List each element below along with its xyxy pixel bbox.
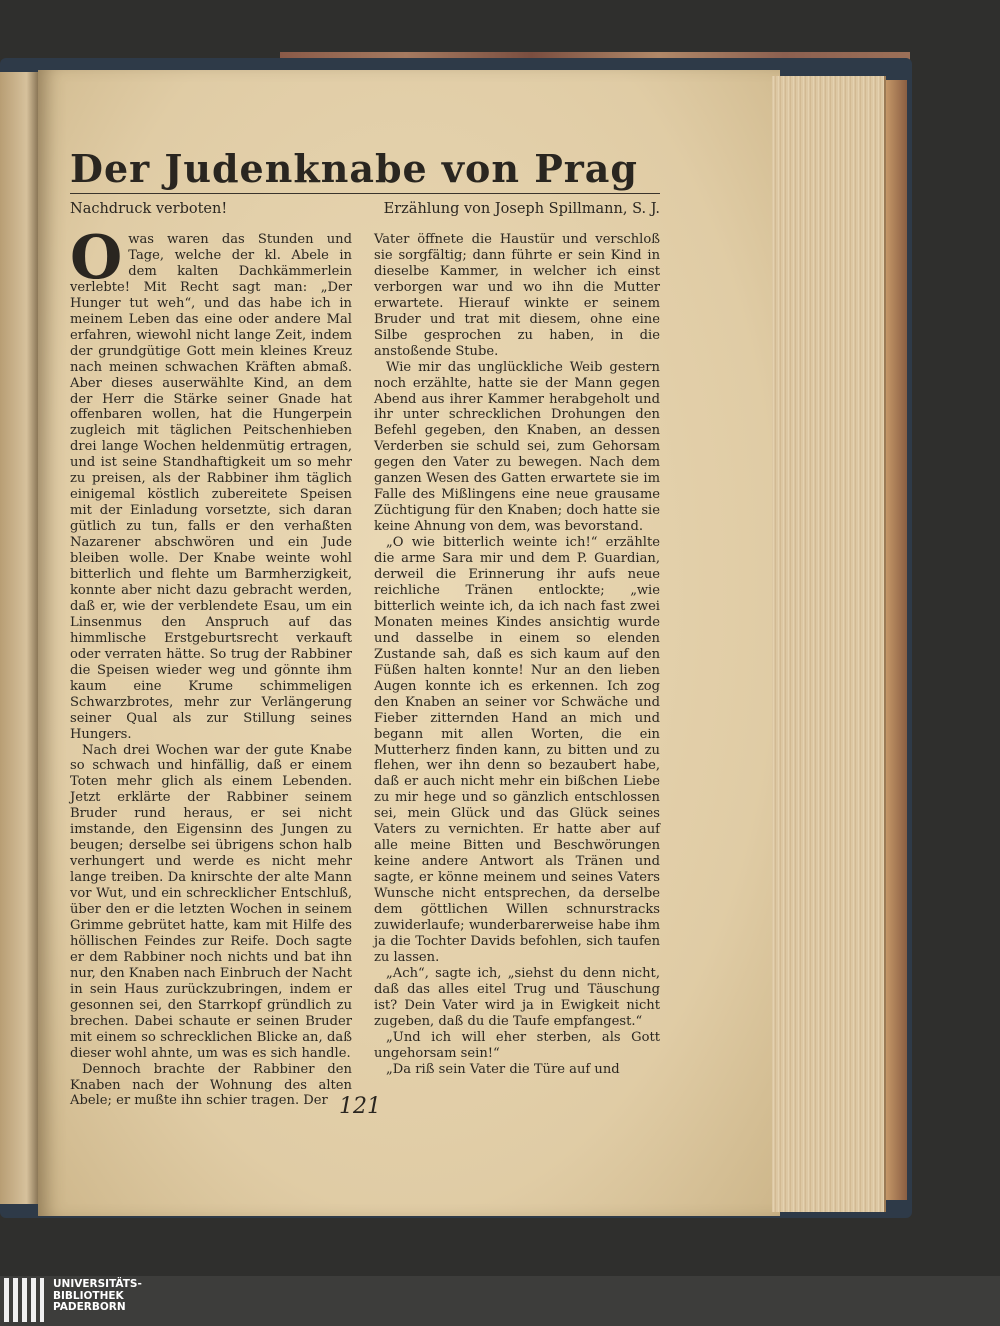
paragraph: „O wie bitterlich weinte ich!“ erzählte die arme Sara mir und dem P. Guardian, derweil die Erinnerung ihr aufs neue reichliche Tränen entlockte; „wie bitterlich weinte ich, da ich nach fast zwei Monaten meines Kindes ansichtig wurde und dasselbe in einem so elenden Zustande sah, daß es sich kaum auf den Füßen halten konnte! Nur an den lieben Augen konnte ich es erkennen. Ich zog den Knaben an seiner vor Schwäche und Fieber zitternden Hand an mich und begann mit allen Worten, die ein Mutterherz finden kann, zu bitten und zu flehen, wer ihn denn so bezaubert habe, daß er auch nicht mehr ein bißchen Liebe zu mir hege und so gänzlich entschlossen sei, mein Glück und das Glück seines Vaters zu vernichten. Er hatte aber auf alle meine Bitten und Beschwörungen keine andere Antwort als Tränen und sagte, er könne meinem und seines Vaters Wunsche nicht entsprechen, da derselbe dem göttlichen Willen schnurstracks zuwiderlaufe; wunderbarerweise habe ihm ja die Tochter Davids befohlen, sich taufen zu lassen. <box>374 535 660 965</box>
byline: Erzählung von Joseph Spillmann, S. J. <box>383 201 660 217</box>
footer-bar <box>0 1276 1000 1326</box>
paragraph <box>70 223 352 743</box>
article-title: Der Judenknabe von Prag <box>70 146 638 191</box>
logo-line: BIBLIOTHEK <box>53 1289 124 1302</box>
paragraph: Nach drei Wochen war der gute Knabe so schwach und hinfällig, daß er einem Toten mehr glich als einem Lebenden. Jetzt erklärte der Rabbiner seinem Bruder rund heraus, er sei nicht imstande, den Eigensinn des Jungen zu beugen; derselbe sei übrigens schon halb verhungert und werde es nicht mehr lange treiben. Da knirschte der alte Mann vor Wut, und ein schrecklicher Entschluß, über den er die letzten Wochen in seinem Grimme gebrütet hatte, kam mit Hilfe des höllischen Feindes zur Reife. Doch sagte er dem Rabbiner noch nichts und bat ihn nur, den Knaben nach Einbruch der Nacht in sein Haus zurückzubringen, indem er gesonnen sei, den Starrkopf gründlich zu brechen. Dabei schaute er seinen Bruder mit einem so schrecklichen Blicke an, daß dieser wohl ahnte, um was es sich handle. <box>70 742 352 1061</box>
text-column-right <box>374 232 660 1078</box>
title-rule <box>70 193 660 194</box>
page-number: 121 <box>339 1094 381 1119</box>
paragraph: „Und ich will eher sterben, als Gott ungehorsam sein!“ <box>374 1029 660 1061</box>
library-logo-icon <box>4 1278 50 1322</box>
logo-line: PADERBORN <box>53 1301 126 1313</box>
logo-line: UNIVERSITÄTS- <box>53 1278 142 1290</box>
left-page-edge <box>0 72 38 1204</box>
paragraph: Wie mir das unglückliche Weib gestern noch erzählte, hatte sie der Mann gegen Abend aus ihrer Kammer herabgeholt und ihr unter schrecklichen Drohungen den Befehl gegeben, den Knaben, an dessen Verderben sie schuld sei, zum Gehorsam gegen den Vater zu bewegen. Nach dem ganzen Wesen des Gatten erwartete sie im Falle des Mißlingens eine neue grausame Züchtigung für den Knaben; doch hatte sie keine Ahnung von dem, was bevorstand. <box>374 359 660 535</box>
cover-edge <box>885 80 907 1200</box>
paragraph: „Ach“, sagte ich, „siehst du denn nicht, daß das alles eitel Trug und Täuschung ist? Dein Vater wird ja in Ewigkeit nicht zugeben, daß du die Taufe empfangest.“ <box>374 965 660 1029</box>
drop-cap: O <box>70 223 123 293</box>
paragraph-text: was waren das Stunden und Tage, welche der kl. Abele in dem kalten Dachkämmerlein verlebte! Mit Recht sagt man: „Der Hunger tut weh“, und das habe ich in meinem Leben das eine oder andere Mal erfahren, wiewohl nicht lange Zeit, indem der grundgütige Gott mein kleines Kreuz nach meinen schwachen Kräften abmaß. Aber dieses auserwählte Kind, an dem der Herr die Stärke seiner Gnade hat offenbaren wollen, hat die Hungerpein zugleich mit täglichen Peitschenhieben drei lange Wochen heldenmütig ertragen, und ist seine Standhaftigkeit um so mehr zu preisen, als der Rabbiner ihm täglich einigemal köstlich zubereitete Speisen mit der Einladung vorsetzte, sich daran gütlich zu tun, falls er den verhaßten Nazarener abschwören und ein Jude bleiben wolle. Der Knabe weinte wohl bitterlich und flehte um Barmherzigkeit, konnte aber nicht dazu gebracht werden, daß er, wie der verblendete Esau, um ein Linsenmus den Anspruch auf das himmlische Erstgeburtsrecht verkauft oder verraten hätte. So trug der Rabbiner die Speisen wieder weg und gönnte ihm kaum eine Krume schimmeligen Schwarzbrotes, mehr zur Verlängerung seiner Qual als zur Stillung seines Hungers. <box>70 232 352 742</box>
text-column-left <box>70 223 352 1109</box>
page-fore-edge <box>772 76 886 1212</box>
paragraph: „Da riß sein Vater die Türe auf und <box>386 1061 620 1077</box>
library-logo-text <box>53 1279 142 1314</box>
reprint-notice: Nachdruck verboten! <box>70 201 228 217</box>
paragraph: Dennoch brachte der Rabbiner den Knaben nach der Wohnung des alten Abele; er mußte ihn schier tragen. Der <box>70 1061 352 1109</box>
paragraph: Vater öffnete die Haustür und verschloß sie sorgfältig; dann führte er sein Kind in dieselbe Kammer, in welcher ich einst verborgen war und wo ihn die Mutter erwartete. Hierauf winkte er seinem Bruder und trat mit diesem, ohne eine Silbe gesprochen zu haben, in die anstoßende Stube. <box>374 232 660 359</box>
